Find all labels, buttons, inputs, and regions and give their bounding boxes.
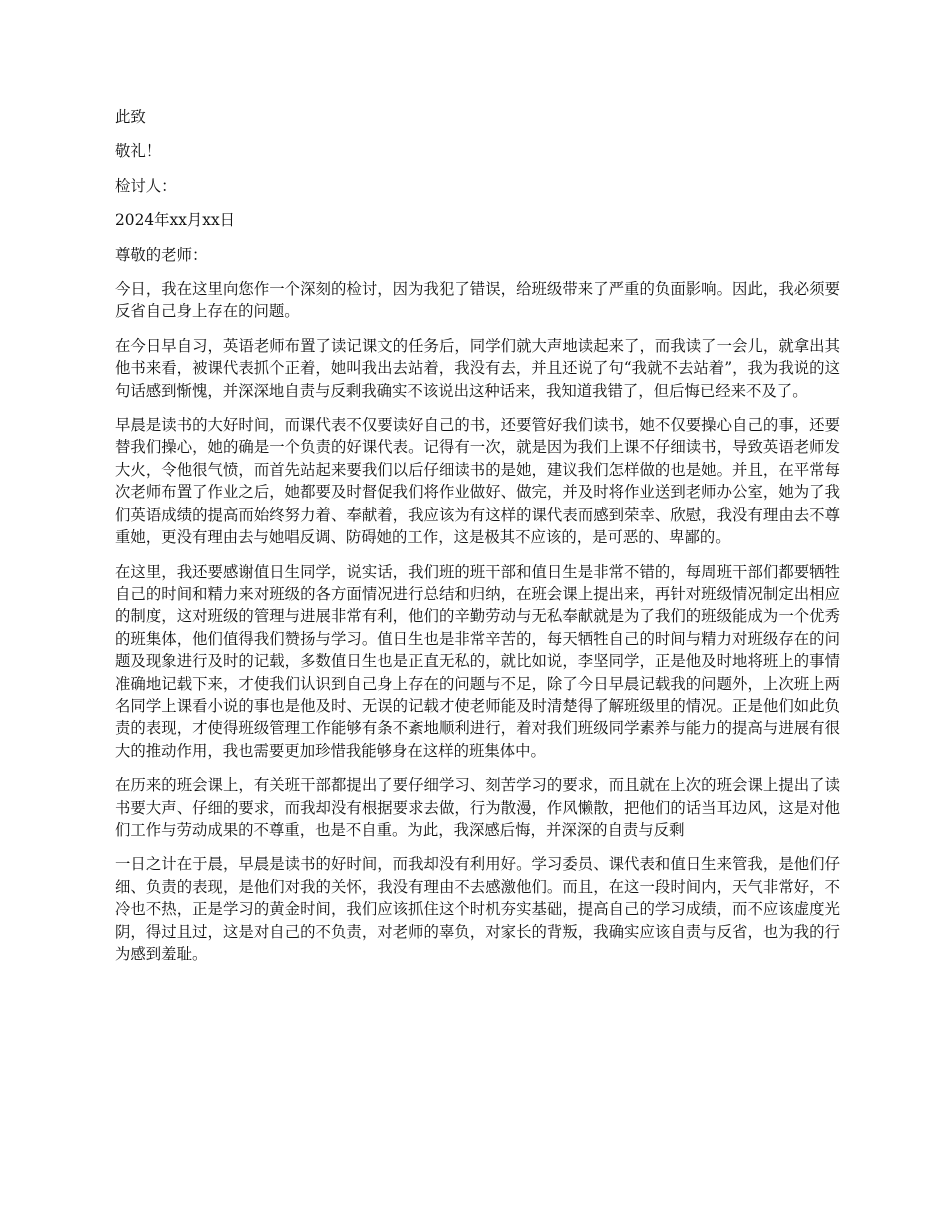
paragraph-3: 早晨是读书的大好时间，而课代表不仅要读好自己的书，还要管好我们读书，她不仅要操心自己的事，还要替我们操心，她的确是一个负责的好课代表。记得有一次，就是因为我们上课不仔细读书，导致英语老师发大火，令他很气愤，而首先站起来要我们以后仔细读书的是她，建议我们怎样做的也是她。并且，在平常每次老师布置了作业之后，她都要及时督促我们将作业做好、做完，并及时将作业送到老师办公室，她为了我们英语成绩的提高而始终努力着、奉献着，我应该为有这样的课代表而感到荣幸、欣慰，我没有理由去不尊重她，更没有理由去与她唱反调、防碍她的工作，这是极其不应该的，是可恶的、卑鄙的。 bbox=[115, 416, 840, 547]
paragraph-5: 在历来的班会课上，有关班干部都提出了要仔细学习、刻苦学习的要求，而且就在上次的班会课上提出了读书要大声、仔细的要求，而我却没有根据要求去做，行为散漫，作风懒散，把他们的话当耳边风，这是对他们工作与劳动成果的不尊重，也是不自重。为此，我深感后悔，并深深的自责与反剩 bbox=[115, 776, 840, 839]
closing-line-1: 此致 bbox=[115, 108, 146, 126]
salutation: 尊敬的老师： bbox=[115, 245, 208, 264]
paragraph-6: 一日之计在于晨，早晨是读书的好时间，而我却没有利用好。学习委员、课代表和值日生来管我，是他们仔细、负责的表现，是他们对我的关怀，我没有理由不去感激他们。而且，在这一段时间内，天气非常好，不冷也不热，正是学习的黄金时间，我们应该抓住这个时机夯实基础，提高自己的学习成绩，而不应该虚度光阴，得过且过，这是对自己的不负责，对老师的辜负，对家长的背叛，我确实应该自责与反省，也为我的行为感到羞耻。 bbox=[115, 855, 840, 963]
paragraph-1: 今日，我在这里向您作一个深刻的检讨，因为我犯了错误，给班级带来了严重的负面影响。因此，我必须要反省自己身上存在的问题。 bbox=[115, 280, 840, 321]
paragraph-2: 在今日早自习，英语老师布置了读记课文的任务后，同学们就大声地读起来了，而我读了一会儿，就拿出其他书来看，被课代表抓个正着，她叫我出去站着，我没有去，并且还说了句“我就不去站着”，我为我说的这句话感到惭愧，并深深地自责与反剩我确实不该说出这种话来，我知道我错了，但后悔已经来不及了。 bbox=[115, 336, 840, 400]
closing-line-2: 敬礼！ bbox=[115, 142, 162, 161]
signature-label: 检讨人： bbox=[115, 176, 177, 195]
letter-body bbox=[115, 106, 840, 977]
letter-date: 2024年xx月xx日 bbox=[115, 211, 236, 230]
paragraph-4: 在这里，我还要感谢值日生同学，说实话，我们班的班干部和值日生是非常不错的，每周班干部们都要牺牲自己的时间和精力来对班级的各方面情况进行总结和归纳，在班会课上提出来，再针对班级情况制定出相应的制度，这对班级的管理与进展非常有利，他们的辛勤劳动与无私奉献就是为了我们的班级能成为一个优秀的班集体，他们值得我们赞扬与学习。值日生也是非常辛苦的，每天牺牲自己的时间与精力对班级存在的问题及现象进行及时的记载，多数值日生也是正直无私的，就比如说，李坚同学，正是他及时地将班上的事情准确地记载下来，才使我们认识到自己身上存在的问题与不足，除了今日早晨记载我的问题外，上次班上两名同学上课看小说的事也是他及时、无误的记载才使老师能及时清楚得了解班级里的情况。正是他们如此负责的表现，才使得班级管理工作能够有条不紊地顺利进行，着对我们班级同学素养与能力的提高与进展有很大的推动作用，我也需要更加珍惜我能够身在这样的班集体中。 bbox=[115, 562, 840, 760]
